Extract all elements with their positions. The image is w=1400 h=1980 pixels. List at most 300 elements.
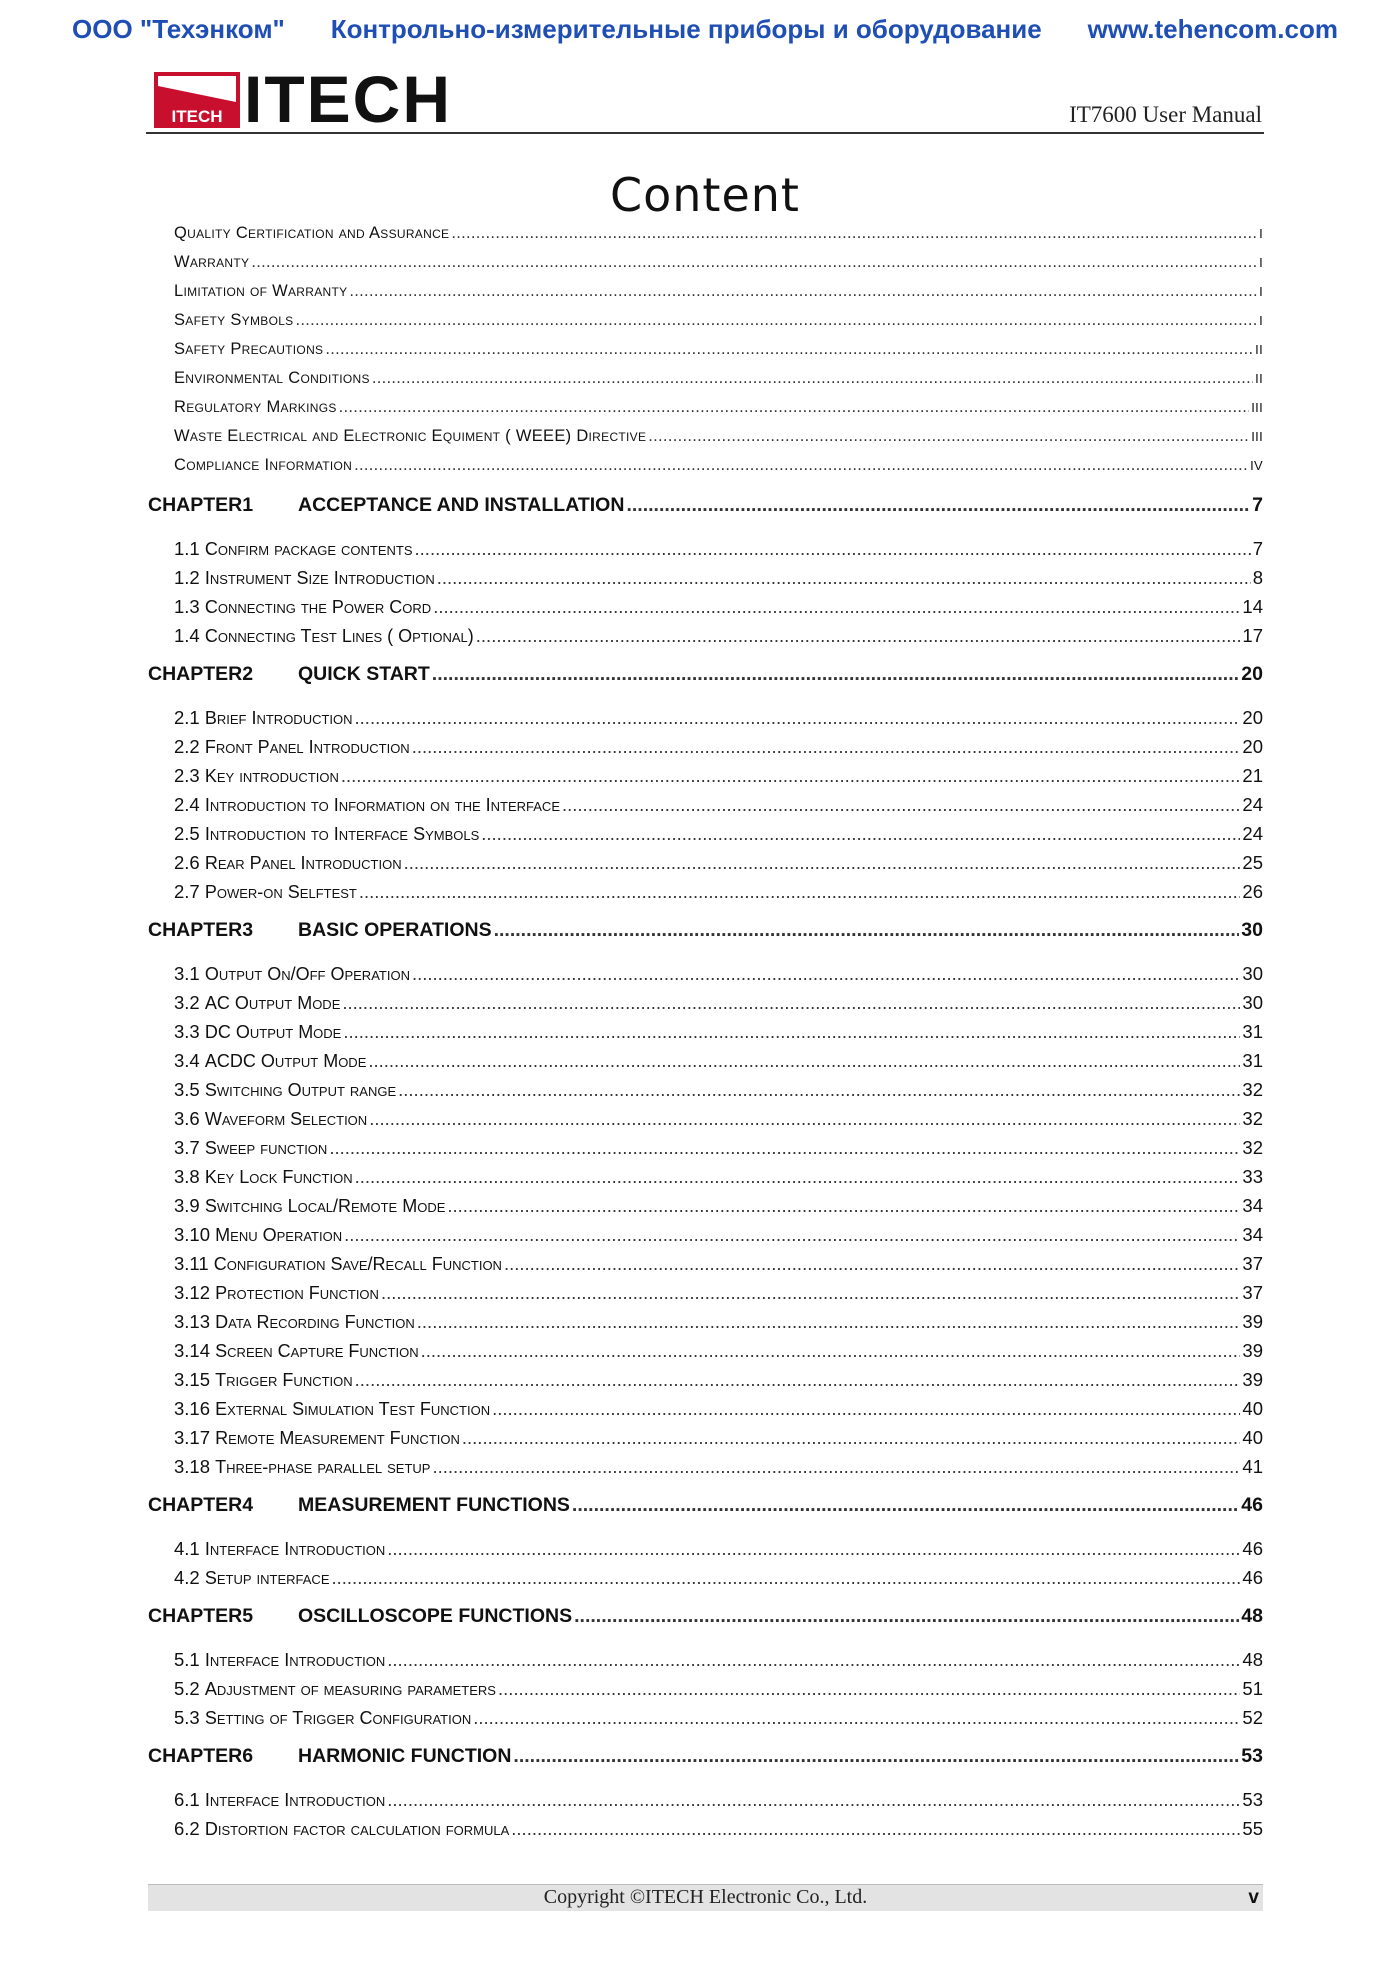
toc-leader-dots bbox=[412, 736, 1241, 758]
toc-section-title: Distortion factor calculation formula bbox=[204, 1819, 510, 1839]
toc-section-heading bbox=[174, 538, 413, 560]
toc-section-title: Setup interface bbox=[204, 1568, 330, 1588]
toc-section-number: 6.1 bbox=[174, 1789, 200, 1810]
toc-section-page: 34 bbox=[1242, 1195, 1263, 1216]
toc-section-heading bbox=[174, 1224, 342, 1246]
toc-section-page: 40 bbox=[1242, 1398, 1263, 1419]
toc-section-entry[interactable] bbox=[148, 1789, 1263, 1818]
toc-intro-entry[interactable] bbox=[148, 311, 1263, 340]
toc-section-page: 39 bbox=[1242, 1311, 1263, 1332]
toc-section-title: Trigger Function bbox=[215, 1370, 353, 1390]
toc-intro-entry[interactable] bbox=[148, 369, 1263, 398]
toc-section-heading bbox=[174, 1021, 341, 1043]
toc-section-page: 24 bbox=[1242, 823, 1263, 844]
toc-section-title: Key introduction bbox=[204, 766, 339, 786]
toc-chapter-entry[interactable] bbox=[148, 919, 1263, 957]
toc-leader-dots bbox=[492, 1398, 1240, 1420]
toc-section-page: 46 bbox=[1242, 1567, 1263, 1588]
toc-leader-dots bbox=[355, 1369, 1241, 1391]
toc-leader-dots bbox=[626, 494, 1250, 517]
toc-section-title: Switching Output range bbox=[204, 1080, 397, 1100]
toc-section-title: Front Panel Introduction bbox=[204, 737, 410, 757]
toc-leader-dots bbox=[511, 1818, 1240, 1840]
toc-leader-dots bbox=[295, 311, 1257, 330]
toc-section-heading bbox=[174, 1567, 330, 1589]
toc-section-title: Switching Local/Remote Mode bbox=[204, 1196, 446, 1216]
toc-leader-dots bbox=[387, 1789, 1240, 1811]
toc-section-number: 3.8 bbox=[174, 1166, 200, 1187]
toc-entry-page: II bbox=[1255, 342, 1263, 357]
toc-section-title: Interface Introduction bbox=[204, 1539, 386, 1559]
toc-entry-page: III bbox=[1251, 429, 1263, 444]
toc-section-title: Brief Introduction bbox=[204, 708, 353, 728]
toc-section-number: 3.17 bbox=[174, 1427, 211, 1448]
toc-chapter-number: CHAPTER3 bbox=[148, 919, 254, 941]
toc-section-title: Introduction to Information on the Interface bbox=[204, 795, 560, 815]
toc-section-entry[interactable] bbox=[148, 852, 1263, 881]
toc-leader-dots bbox=[451, 224, 1257, 243]
toc-section-title: Introduction to Interface Symbols bbox=[204, 824, 480, 844]
toc-section-entry[interactable] bbox=[148, 1398, 1263, 1427]
toc-leader-dots bbox=[433, 596, 1240, 618]
toc-section-heading bbox=[174, 794, 560, 816]
toc-section-title: Connecting the Power Cord bbox=[204, 597, 432, 617]
toc-section-number: 2.7 bbox=[174, 881, 200, 902]
toc-section-entry[interactable] bbox=[148, 1340, 1263, 1369]
toc-section-number: 3.15 bbox=[174, 1369, 211, 1390]
toc-section-heading bbox=[174, 707, 353, 729]
toc-section-entry[interactable] bbox=[148, 765, 1263, 794]
toc-chapter-page: 53 bbox=[1241, 1745, 1263, 1767]
toc-section-heading bbox=[174, 852, 402, 874]
toc-leader-dots bbox=[398, 1079, 1240, 1101]
toc-entry-page: I bbox=[1259, 226, 1263, 241]
logo-small-text: ITECH bbox=[171, 107, 223, 126]
toc-section-entry[interactable] bbox=[148, 1195, 1263, 1224]
dealer-company: ООО "Техэнком" bbox=[72, 14, 285, 44]
toc-section-page: 30 bbox=[1242, 992, 1263, 1013]
toc-section-page: 34 bbox=[1242, 1224, 1263, 1245]
toc-section-page: 30 bbox=[1242, 963, 1263, 984]
toc-section-page: 24 bbox=[1242, 794, 1263, 815]
toc-section-heading bbox=[174, 1253, 502, 1275]
logo-wordmark: ITECH bbox=[244, 62, 452, 136]
toc-leader-dots bbox=[343, 1021, 1240, 1043]
toc-leader-dots bbox=[476, 625, 1241, 647]
toc-section-number: 2.2 bbox=[174, 736, 200, 757]
toc-chapter-title: HARMONIC FUNCTION bbox=[298, 1745, 512, 1767]
toc-intro-entry[interactable] bbox=[148, 340, 1263, 369]
toc-section-entry[interactable] bbox=[148, 1427, 1263, 1456]
toc-entry-page: I bbox=[1259, 284, 1263, 299]
itech-logo-mark-icon bbox=[154, 72, 240, 128]
toc-section-page: 21 bbox=[1242, 765, 1263, 786]
toc-section-entry[interactable] bbox=[148, 736, 1263, 765]
toc-chapter-page: 30 bbox=[1241, 919, 1263, 941]
toc-section-page: 26 bbox=[1242, 881, 1263, 902]
toc-section-number: 1.2 bbox=[174, 567, 200, 588]
toc-leader-dots bbox=[332, 1567, 1241, 1589]
toc-leader-dots bbox=[462, 1427, 1241, 1449]
toc-intro-entry[interactable] bbox=[148, 427, 1263, 456]
toc-section-number: 3.7 bbox=[174, 1137, 200, 1158]
toc-leader-dots bbox=[513, 1745, 1239, 1768]
toc-section-number: 3.13 bbox=[174, 1311, 211, 1332]
toc-leader-dots bbox=[359, 881, 1241, 903]
toc-section-title: Menu Operation bbox=[215, 1225, 343, 1245]
toc-section-number: 3.16 bbox=[174, 1398, 211, 1419]
toc-section-heading bbox=[174, 1818, 509, 1840]
toc-leader-dots bbox=[504, 1253, 1240, 1275]
toc-chapter-page: 7 bbox=[1252, 494, 1263, 516]
toc-chapter-entry[interactable] bbox=[148, 1494, 1263, 1532]
page-number: v bbox=[1248, 1887, 1259, 1908]
toc-section-heading bbox=[174, 1166, 353, 1188]
toc-leader-dots bbox=[329, 1137, 1240, 1159]
toc-leader-dots bbox=[339, 398, 1250, 417]
toc-section-number: 3.18 bbox=[174, 1456, 211, 1477]
toc-section-number: 2.1 bbox=[174, 707, 200, 728]
toc-chapter-title: MEASUREMENT FUNCTIONS bbox=[298, 1494, 570, 1516]
toc-leader-dots bbox=[354, 456, 1248, 475]
toc-chapter-title: BASIC OPERATIONS bbox=[298, 919, 492, 941]
toc-section-title: Output On/Off Operation bbox=[204, 964, 410, 984]
toc-section-title: Adjustment of measuring parameters bbox=[204, 1679, 496, 1699]
toc-section-entry[interactable] bbox=[148, 1282, 1263, 1311]
toc-section-title: Power-on Selftest bbox=[204, 882, 357, 902]
toc-section-page: 37 bbox=[1242, 1282, 1263, 1303]
toc-section-number: 3.5 bbox=[174, 1079, 200, 1100]
toc-chapter-number: CHAPTER4 bbox=[148, 1494, 254, 1516]
toc-intro-entry[interactable] bbox=[148, 282, 1263, 311]
toc-section-page: 51 bbox=[1242, 1678, 1263, 1699]
toc-section-page: 8 bbox=[1252, 567, 1263, 588]
toc-chapter-heading bbox=[148, 1494, 570, 1517]
toc-section-entry[interactable] bbox=[148, 596, 1263, 625]
toc-section-title: Data Recording Function bbox=[215, 1312, 415, 1332]
toc-section-page: 48 bbox=[1242, 1649, 1263, 1670]
toc-chapter-number: CHAPTER2 bbox=[148, 663, 254, 685]
toc-section-heading bbox=[174, 765, 339, 787]
toc-section-entry[interactable] bbox=[148, 881, 1263, 910]
toc-section-title: Screen Capture Function bbox=[215, 1341, 419, 1361]
toc-section-entry[interactable] bbox=[148, 1079, 1263, 1108]
toc-section-page: 52 bbox=[1242, 1707, 1263, 1728]
toc-section-number: 3.12 bbox=[174, 1282, 211, 1303]
toc-section-heading bbox=[174, 1137, 327, 1159]
toc-leader-dots bbox=[325, 340, 1253, 359]
toc-section-title: Key Lock Function bbox=[204, 1167, 353, 1187]
toc-section-title: Connecting Test Lines ( Optional) bbox=[204, 626, 474, 646]
toc-chapter-heading bbox=[148, 663, 430, 686]
page-footer bbox=[148, 1884, 1263, 1911]
manual-title: IT7600 User Manual bbox=[1069, 102, 1262, 127]
dealer-tagline: Контрольно-измерительные приборы и оборудование bbox=[330, 14, 1042, 44]
toc-leader-dots bbox=[473, 1707, 1240, 1729]
toc-section-heading bbox=[174, 1456, 430, 1478]
toc-section-heading bbox=[174, 625, 474, 647]
toc-section-title: Sweep function bbox=[204, 1138, 328, 1158]
toc-section-number: 2.3 bbox=[174, 765, 200, 786]
toc-section-heading bbox=[174, 1108, 367, 1130]
toc-section-entry[interactable] bbox=[148, 1369, 1263, 1398]
toc-section-entry[interactable] bbox=[148, 1311, 1263, 1340]
toc-leader-dots bbox=[369, 1108, 1240, 1130]
toc-section-entry[interactable] bbox=[148, 1021, 1263, 1050]
toc-section-heading bbox=[174, 1649, 385, 1671]
toc-section-title: Three-phase parallel setup bbox=[215, 1457, 431, 1477]
toc-leader-dots bbox=[498, 1678, 1240, 1700]
toc-chapter-heading bbox=[148, 494, 624, 517]
toc-leader-dots bbox=[572, 1494, 1239, 1517]
toc-section-page: 20 bbox=[1242, 736, 1263, 757]
toc-section-title: DC Output Mode bbox=[204, 1022, 342, 1042]
toc-section-number: 5.2 bbox=[174, 1678, 200, 1699]
toc-chapter-entry[interactable] bbox=[148, 494, 1263, 532]
toc-section-entry[interactable] bbox=[148, 823, 1263, 852]
toc-section-heading bbox=[174, 823, 479, 845]
toc-entry-page: I bbox=[1259, 313, 1263, 328]
toc-leader-dots bbox=[355, 1166, 1241, 1188]
toc-section-page: 31 bbox=[1242, 1021, 1263, 1042]
toc-section-number: 5.3 bbox=[174, 1707, 200, 1728]
toc-chapter-heading bbox=[148, 919, 492, 942]
page-header bbox=[146, 62, 1264, 136]
toc-chapter-entry[interactable] bbox=[148, 663, 1263, 701]
toc-section-number: 1.3 bbox=[174, 596, 200, 617]
toc-section-title: External Simulation Test Function bbox=[215, 1399, 491, 1419]
toc-section-page: 46 bbox=[1242, 1538, 1263, 1559]
toc-leader-dots bbox=[447, 1195, 1240, 1217]
toc-chapter-entry[interactable] bbox=[148, 1745, 1263, 1783]
toc-section-title: Interface Introduction bbox=[204, 1790, 386, 1810]
toc-section-number: 3.9 bbox=[174, 1195, 200, 1216]
toc-section-title: Remote Measurement Function bbox=[215, 1428, 460, 1448]
toc-section-entry[interactable] bbox=[148, 1108, 1263, 1137]
toc-leader-dots bbox=[574, 1605, 1239, 1628]
toc-section-number: 3.2 bbox=[174, 992, 200, 1013]
toc-leader-dots bbox=[415, 538, 1251, 560]
toc-entry-title: Safety Precautions bbox=[174, 340, 324, 358]
toc-section-entry[interactable] bbox=[148, 794, 1263, 823]
toc-section-heading bbox=[174, 1678, 496, 1700]
toc-chapter-page: 20 bbox=[1241, 663, 1263, 685]
toc-section-entry[interactable] bbox=[148, 1538, 1263, 1567]
toc-chapter-page: 48 bbox=[1241, 1605, 1263, 1627]
dealer-website[interactable]: www.tehencom.com bbox=[1087, 14, 1338, 44]
toc-leader-dots bbox=[432, 1456, 1240, 1478]
toc-section-entry[interactable] bbox=[148, 1678, 1263, 1707]
toc-section-page: 39 bbox=[1242, 1340, 1263, 1361]
itech-logo bbox=[154, 62, 452, 136]
toc-chapter-entry[interactable] bbox=[148, 1605, 1263, 1643]
toc-leader-dots bbox=[368, 1050, 1240, 1072]
toc-intro-entry[interactable] bbox=[148, 456, 1263, 485]
toc-chapter-number: CHAPTER1 bbox=[148, 494, 254, 516]
dealer-banner bbox=[0, 14, 1400, 45]
toc-leader-dots bbox=[494, 919, 1240, 942]
toc-section-number: 3.4 bbox=[174, 1050, 200, 1071]
toc-entry-page: IV bbox=[1250, 458, 1263, 473]
toc-section-page: 20 bbox=[1242, 707, 1263, 728]
toc-section-page: 17 bbox=[1242, 625, 1263, 646]
toc-section-page: 31 bbox=[1242, 1050, 1263, 1071]
toc-section-number: 6.2 bbox=[174, 1818, 200, 1839]
toc-section-page: 32 bbox=[1242, 1137, 1263, 1158]
toc-leader-dots bbox=[355, 707, 1241, 729]
toc-intro-entry[interactable] bbox=[148, 253, 1263, 282]
toc-section-heading bbox=[174, 1311, 415, 1333]
toc-chapter-heading bbox=[148, 1745, 511, 1768]
toc-section-heading bbox=[174, 1282, 379, 1304]
toc-section-number: 3.10 bbox=[174, 1224, 211, 1245]
toc-section-page: 40 bbox=[1242, 1427, 1263, 1448]
toc-section-page: 25 bbox=[1242, 852, 1263, 873]
toc-section-page: 53 bbox=[1242, 1789, 1263, 1810]
toc-section-heading bbox=[174, 1340, 419, 1362]
toc-section-title: Protection Function bbox=[215, 1283, 379, 1303]
toc-section-heading bbox=[174, 1050, 366, 1072]
toc-section-number: 4.1 bbox=[174, 1538, 200, 1559]
toc-leader-dots bbox=[387, 1538, 1240, 1560]
toc-leader-dots bbox=[562, 794, 1240, 816]
table-of-contents bbox=[148, 224, 1263, 1847]
toc-chapter-number: CHAPTER5 bbox=[148, 1605, 254, 1627]
toc-chapter-page: 46 bbox=[1241, 1494, 1263, 1516]
toc-section-title: Interface Introduction bbox=[204, 1650, 386, 1670]
toc-leader-dots bbox=[251, 253, 1257, 272]
toc-entry-page: III bbox=[1251, 400, 1263, 415]
toc-intro-entry[interactable] bbox=[148, 224, 1263, 253]
toc-section-heading bbox=[174, 1538, 385, 1560]
toc-section-title: Rear Panel Introduction bbox=[204, 853, 402, 873]
toc-section-heading bbox=[174, 881, 357, 903]
toc-section-entry[interactable] bbox=[148, 992, 1263, 1021]
toc-entry-title: Environmental Conditions bbox=[174, 369, 370, 387]
toc-intro-entry[interactable] bbox=[148, 398, 1263, 427]
toc-section-page: 41 bbox=[1242, 1456, 1263, 1477]
toc-section-heading bbox=[174, 567, 435, 589]
toc-section-number: 3.6 bbox=[174, 1108, 200, 1129]
toc-section-heading bbox=[174, 1427, 460, 1449]
toc-section-number: 2.4 bbox=[174, 794, 200, 815]
toc-leader-dots bbox=[372, 369, 1253, 388]
toc-section-page: 37 bbox=[1242, 1253, 1263, 1274]
copyright-text: Copyright ©ITECH Electronic Co., Ltd. bbox=[543, 1886, 868, 1908]
toc-leader-dots bbox=[421, 1340, 1241, 1362]
toc-section-title: Instrument Size Introduction bbox=[204, 568, 435, 588]
toc-section-title: AC Output Mode bbox=[204, 993, 341, 1013]
toc-entry-title: Compliance Information bbox=[174, 456, 353, 474]
toc-chapter-heading bbox=[148, 1605, 572, 1628]
toc-section-number: 1.1 bbox=[174, 538, 200, 559]
toc-section-page: 32 bbox=[1242, 1108, 1263, 1129]
toc-entry-page: I bbox=[1259, 255, 1263, 270]
toc-section-number: 3.3 bbox=[174, 1021, 200, 1042]
toc-chapter-title: ACCEPTANCE AND INSTALLATION bbox=[298, 494, 625, 516]
toc-section-heading bbox=[174, 1398, 490, 1420]
toc-chapter-number: CHAPTER6 bbox=[148, 1745, 254, 1767]
toc-leader-dots bbox=[342, 992, 1240, 1014]
toc-section-heading bbox=[174, 1789, 385, 1811]
toc-leader-dots bbox=[417, 1311, 1241, 1333]
toc-section-number: 1.4 bbox=[174, 625, 200, 646]
toc-section-number: 3.14 bbox=[174, 1340, 211, 1361]
toc-section-entry[interactable] bbox=[148, 1137, 1263, 1166]
toc-leader-dots bbox=[437, 567, 1251, 589]
toc-section-entry[interactable] bbox=[148, 1050, 1263, 1079]
toc-section-entry[interactable] bbox=[148, 1253, 1263, 1282]
toc-chapter-title: OSCILLOSCOPE FUNCTIONS bbox=[298, 1605, 573, 1627]
toc-section-entry[interactable] bbox=[148, 1649, 1263, 1678]
toc-section-entry[interactable] bbox=[148, 625, 1263, 654]
toc-section-entry[interactable] bbox=[148, 567, 1263, 596]
toc-section-page: 33 bbox=[1242, 1166, 1263, 1187]
toc-section-entry[interactable] bbox=[148, 1224, 1263, 1253]
toc-section-number: 2.6 bbox=[174, 852, 200, 873]
toc-section-title: Setting of Trigger Configuration bbox=[204, 1708, 472, 1728]
toc-section-page: 7 bbox=[1252, 538, 1263, 559]
toc-section-title: Confirm package contents bbox=[204, 539, 413, 559]
toc-section-number: 3.11 bbox=[174, 1253, 209, 1274]
toc-section-number: 4.2 bbox=[174, 1567, 200, 1588]
toc-section-heading bbox=[174, 736, 410, 758]
toc-section-entry[interactable] bbox=[148, 1818, 1263, 1847]
toc-section-heading bbox=[174, 1195, 445, 1217]
toc-section-number: 5.1 bbox=[174, 1649, 200, 1670]
toc-leader-dots bbox=[381, 1282, 1240, 1304]
toc-leader-dots bbox=[412, 963, 1240, 985]
toc-section-entry[interactable] bbox=[148, 1456, 1263, 1485]
toc-section-heading bbox=[174, 1369, 353, 1391]
toc-section-entry[interactable] bbox=[148, 963, 1263, 992]
toc-section-entry[interactable] bbox=[148, 1567, 1263, 1596]
toc-section-title: Waveform Selection bbox=[204, 1109, 368, 1129]
toc-entry-title: Limitation of Warranty bbox=[174, 282, 348, 300]
toc-section-page: 32 bbox=[1242, 1079, 1263, 1100]
toc-section-page: 39 bbox=[1242, 1369, 1263, 1390]
toc-section-number: 3.1 bbox=[174, 963, 200, 984]
toc-section-entry[interactable] bbox=[148, 538, 1263, 567]
toc-leader-dots bbox=[481, 823, 1240, 845]
toc-section-heading bbox=[174, 1707, 471, 1729]
toc-leader-dots bbox=[648, 427, 1249, 446]
page-title: Content bbox=[610, 168, 800, 222]
toc-entry-title: Waste Electrical and Electronic Equiment ( WEEE) Directive bbox=[174, 427, 647, 445]
toc-section-number: 2.5 bbox=[174, 823, 200, 844]
toc-section-heading bbox=[174, 992, 340, 1014]
toc-entry-title: Warranty bbox=[174, 253, 250, 271]
toc-section-page: 14 bbox=[1242, 596, 1263, 617]
toc-leader-dots bbox=[341, 765, 1241, 787]
toc-section-entry[interactable] bbox=[148, 1707, 1263, 1736]
toc-chapter-title: QUICK START bbox=[298, 663, 430, 685]
toc-leader-dots bbox=[349, 282, 1257, 301]
toc-entry-page: II bbox=[1255, 371, 1263, 386]
toc-section-entry[interactable] bbox=[148, 707, 1263, 736]
toc-leader-dots bbox=[387, 1649, 1240, 1671]
toc-entry-title: Quality Certification and Assurance bbox=[174, 224, 450, 242]
toc-entry-title: Regulatory Markings bbox=[174, 398, 337, 416]
toc-section-page: 55 bbox=[1242, 1818, 1263, 1839]
toc-section-heading bbox=[174, 596, 431, 618]
toc-leader-dots bbox=[404, 852, 1241, 874]
toc-leader-dots bbox=[344, 1224, 1240, 1246]
toc-section-heading bbox=[174, 963, 410, 985]
toc-entry-title: Safety Symbols bbox=[174, 311, 294, 329]
toc-section-title: ACDC Output Mode bbox=[204, 1051, 367, 1071]
toc-section-entry[interactable] bbox=[148, 1166, 1263, 1195]
